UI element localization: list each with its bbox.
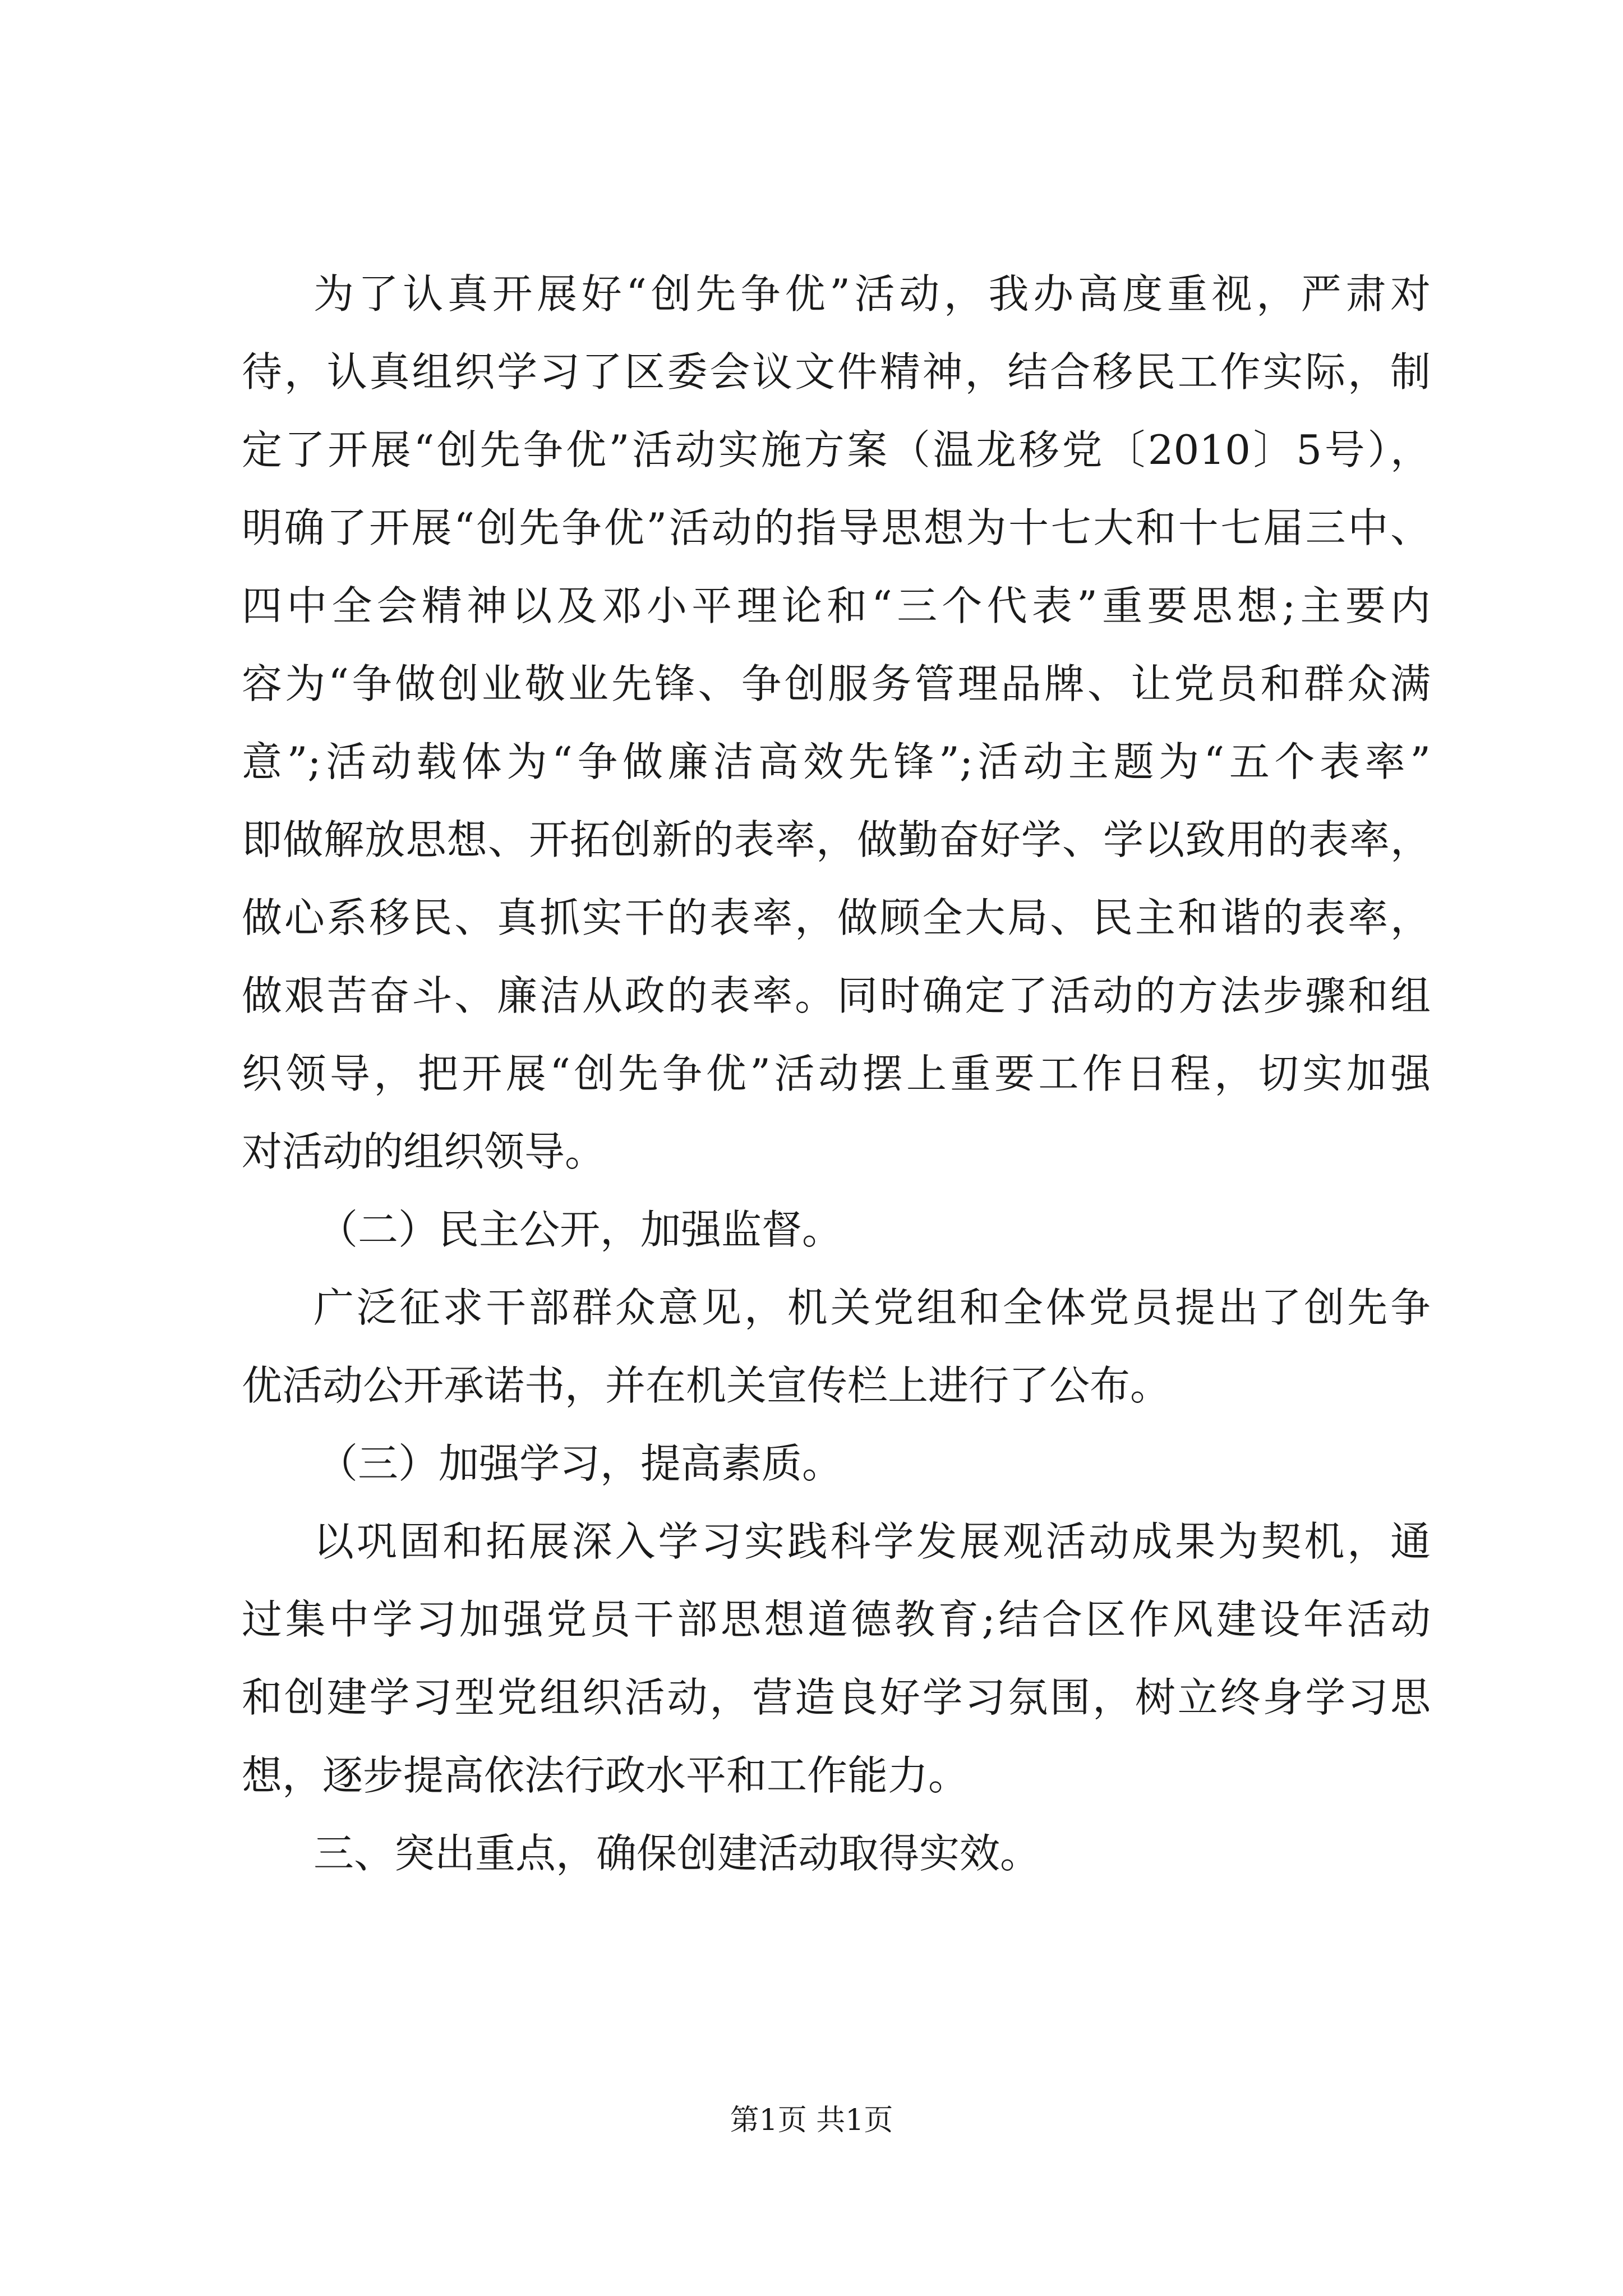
paragraph-line: 四中全会精神以及邓小平理论和“三个代表”重要思想;主要内 [242, 582, 1431, 629]
paragraph-line: 为了认真开展好“创先争优”活动，我办高度重视，严肃对 [313, 270, 1431, 318]
paragraph-line: 明确了开展“创先争优”活动的指导思想为十七大和十七届三中、 [242, 504, 1431, 551]
paragraph-line: 即做解放思想、开拓创新的表率，做勤奋好学、学以致用的表率， [242, 816, 1431, 863]
page-number-footer: 第1页 共1页 [730, 2104, 893, 2137]
paragraph-line: 定了开展“创先争优”活动实施方案（温龙移党〔2010〕5号）， [242, 426, 1431, 473]
paragraph-line: 以巩固和拓展深入学习实践科学发展观活动成果为契机，通 [313, 1518, 1431, 1565]
paragraph-line: 优活动公开承诺书，并在机关宣传栏上进行了公布。 [242, 1362, 1171, 1409]
document-body [242, 255, 1431, 1893]
paragraph-line: 对活动的组织领导。 [242, 1128, 606, 1175]
paragraph-line: 广泛征求干部群众意见，机关党组和全体党员提出了创先争 [313, 1284, 1431, 1331]
paragraph-line: 织领导，把开展“创先争优”活动摆上重要工作日程，切实加强 [242, 1050, 1431, 1097]
paragraph-line: 容为“争做创业敬业先锋、争创服务管理品牌、让党员和群众满 [242, 660, 1431, 707]
section-heading: （三）加强学习，提高素质。 [317, 1440, 843, 1487]
paragraph-line: 和创建学习型党组织活动，营造良好学习氛围，树立终身学习思 [242, 1674, 1431, 1721]
paragraph-line: 想，逐步提高依法行政水平和工作能力。 [242, 1752, 969, 1799]
paragraph-line: 过集中学习加强党员干部思想道德教育;结合区作风建设年活动 [242, 1596, 1431, 1643]
paragraph-line: 做艰苦奋斗、廉洁从政的表率。同时确定了活动的方法步骤和组 [242, 972, 1431, 1019]
paragraph-line: 意”;活动载体为“争做廉洁高效先锋”;活动主题为“五个表率” [242, 738, 1431, 785]
paragraph-line: 待，认真组织学习了区委会议文件精神，结合移民工作实际，制 [242, 348, 1431, 395]
section-heading: 三、突出重点，确保创建活动取得实效。 [313, 1830, 1041, 1877]
paragraph-line: 做心系移民、真抓实干的表率，做顾全大局、民主和谐的表率， [242, 894, 1431, 941]
section-heading: （二）民主公开，加强监督。 [317, 1206, 843, 1253]
